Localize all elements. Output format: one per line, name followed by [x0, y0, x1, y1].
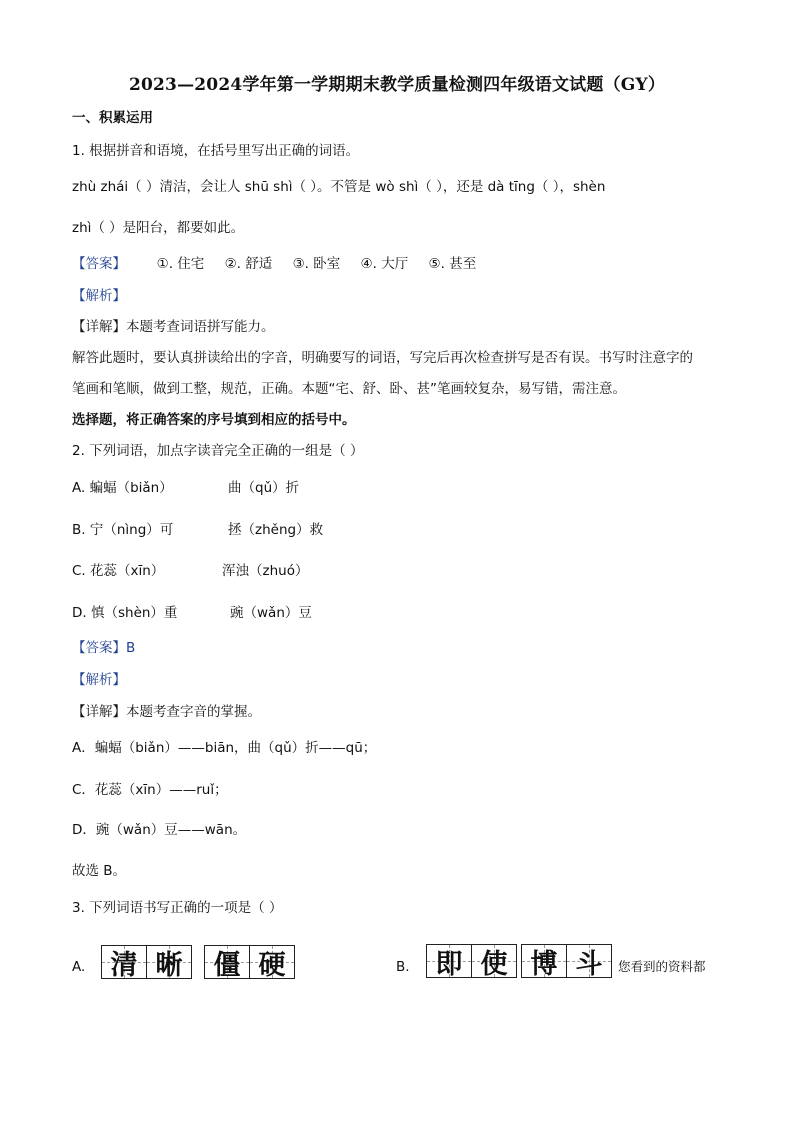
q2-answer	[72, 638, 135, 658]
section-heading: 一、积累运用	[72, 110, 153, 126]
q1-answer-row	[72, 254, 492, 274]
handwritten-char: 使	[472, 945, 516, 977]
q2-explanation-d: D．豌（wǎn）豆——wān。	[72, 822, 247, 838]
q2-detail: 【详解】本题考查字音的掌握。	[72, 704, 261, 720]
answer-item: ①. 住宅	[156, 256, 205, 272]
q2-conclusion: 故选 B。	[72, 863, 127, 879]
handwritten-char: 硬	[250, 946, 294, 978]
answer-label: 【答案】	[72, 256, 126, 272]
q3-option-a-handwriting	[101, 945, 192, 979]
q2-answer-text: 【答案】B	[72, 640, 136, 656]
q1-detail: 【详解】本题考查词语拼写能力。	[72, 319, 275, 335]
answer-item: ④. 大厅	[360, 256, 409, 272]
handwritten-char: 即	[427, 945, 472, 977]
choice-instruction: 选择题，将正确答案的序号填到相应的括号中。	[72, 412, 356, 428]
q1-stem: 1. 根据拼音和语境，在括号里写出正确的词语。	[72, 143, 360, 159]
q2-option-d: D. 慎（shèn）重	[72, 605, 178, 621]
q2-option-a: A. 蝙蝠（biǎn）	[72, 480, 173, 496]
page-title: 2023—2024学年第一学期期末教学质量检测四年级语文试题（GY）	[128, 75, 666, 95]
answer-item: ⑤. 甚至	[428, 256, 477, 272]
q1-pinyin-line-2: zhì（ ）是阳台，都要如此。	[72, 220, 245, 236]
handwritten-char: 清	[102, 946, 147, 978]
q1-explanation-1: 解答此题时，要认真拼读给出的字音，明确要写的词语，写完后再次检查拼写是否有误。书写时注意字的	[72, 350, 693, 366]
q2-option-a-word2: 曲（qǔ）折	[228, 480, 300, 496]
q2-option-b-word2: 拯（zhěng）救	[228, 522, 324, 538]
handwritten-char: 博	[522, 945, 567, 977]
watermark-text: 您看到的资料都	[618, 959, 706, 974]
q2-stem: 2. 下列词语，加点字读音完全正确的一组是（ ）	[72, 443, 364, 459]
q3-option-b-handwriting	[426, 944, 517, 978]
q2-explanation-c: C．花蕊（xīn）——ruǐ；	[72, 782, 228, 798]
q3-option-a-handwriting-2	[204, 945, 295, 979]
q3-option-b-label: B.	[396, 959, 410, 975]
q3-stem: 3. 下列词语书写正确的一项是（ ）	[72, 900, 283, 916]
q1-explanation-2: 笔画和笔顺，做到工整，规范，正确。本题“宅、舒、卧、甚”笔画较复杂，易写错，需注意。	[72, 381, 626, 397]
handwritten-char: 晰	[147, 946, 191, 978]
q2-explanation-a: A．蝙蝠（biǎn）——biān，曲（qǔ）折——qū；	[72, 740, 377, 756]
q3-option-b-handwriting-2	[521, 944, 612, 978]
q2-option-b: B. 宁（nìng）可	[72, 522, 174, 538]
q1-analysis-label: 【解析】	[72, 288, 126, 304]
handwritten-char: 僵	[205, 946, 250, 978]
answer-item: ③. 卧室	[292, 256, 341, 272]
q1-pinyin-line-1: zhù zhái（ ）清洁，会让人 shū shì（ ）。不管是 wò shì（ ），还是 dà tīng（ ），shèn	[72, 179, 606, 195]
q2-option-c-word2: 浑浊（zhuó）	[222, 563, 309, 579]
q2-option-d-word2: 豌（wǎn）豆	[230, 605, 312, 621]
q3-option-a-label: A.	[72, 959, 86, 975]
answer-item: ②. 舒适	[224, 256, 273, 272]
q2-option-c: C. 花蕊（xīn）	[72, 563, 165, 579]
q2-analysis-label: 【解析】	[72, 672, 126, 688]
handwritten-char: 斗	[567, 945, 611, 977]
